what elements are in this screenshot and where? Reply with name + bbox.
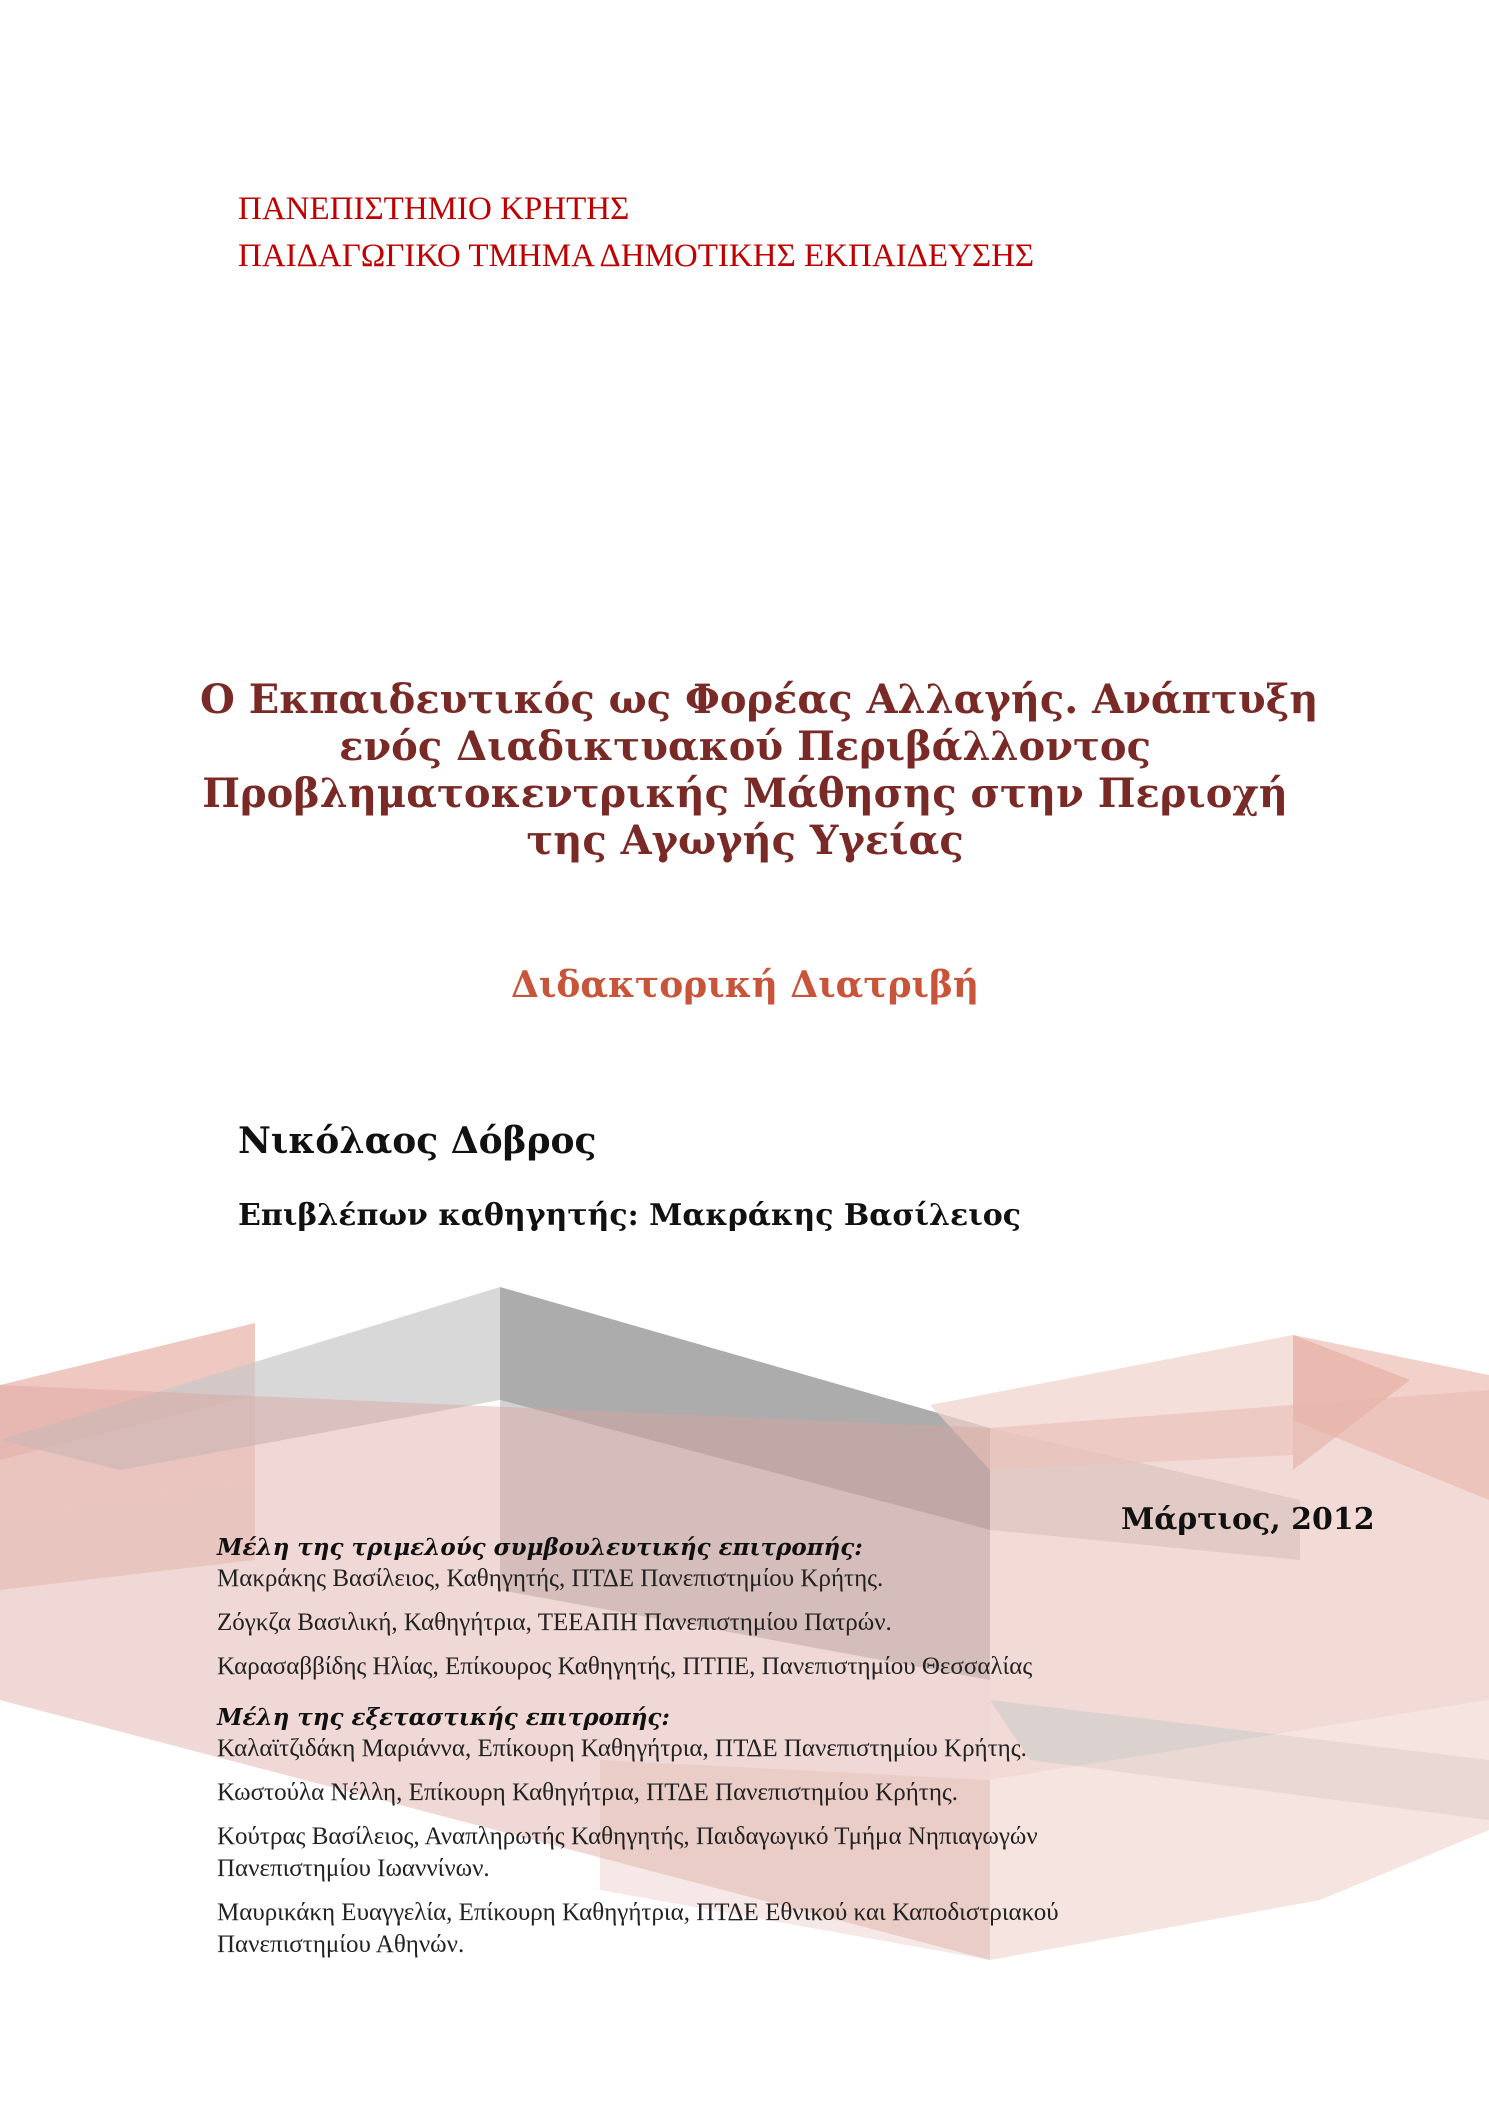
committee-member: Κωστούλα Νέλλη, Επίκουρη Καθηγήτρια, ΠΤΔΕ Πανεπιστημίου Κρήτης. [217,1779,959,1806]
examination-committee [217,1703,1059,1961]
author-name: Νικόλαος Δόβρος [238,1120,597,1162]
university-name: ΠΑΝΕΠΙΣΤΗΜΙΟ ΚΡΗΤΗΣ [238,191,630,227]
title-line: Προβληματοκεντρικής Μάθησης στην Περιοχή [202,770,1288,817]
thesis-type: Διδακτορική Διατριβή [510,964,980,1006]
supervisor-line: Επιβλέπων καθηγητής: Μακράκης Βασίλειος [238,1198,1022,1233]
title-line: Ο Εκπαιδευτικός ως Φορέας Αλλαγής. Ανάπτυξη [200,676,1319,723]
committee-member: Ζόγκζα Βασιλική, Καθηγήτρια, ΤΕΕΑΠΗ Πανεπιστημίου Πατρών. [217,1609,892,1636]
department-name: ΠΑΙΔΑΓΩΓΙΚΟ ΤΜΗΜΑ ΔΗΜΟΤΙΚΗΣ ΕΚΠΑΙΔΕΥΣΗΣ [238,238,1035,274]
examination-committee-heading: Μέλη της εξεταστικής επιτροπής: [217,1704,670,1731]
committees-section [217,1533,1059,1961]
institution-header [238,186,1034,280]
advisory-committee-heading: Μέλη της τριμελούς συμβουλευτικής επιτροπής: [217,1534,863,1561]
advisory-committee [217,1533,1059,1683]
committee-member: Κούτρας Βασίλειος, Αναπληρωτής Καθηγητής, Παιδαγωγικό Τμήμα Νηπιαγωγών Πανεπιστημίου Ιωαννίνων. [217,1823,1038,1882]
submission-date: Μάρτιος, 2012 [1121,1502,1375,1537]
committee-member: Μαυρικάκη Ευαγγελία, Επίκουρη Καθηγήτρια, ΠΤΔΕ Εθνικού και Καποδιστριακού Πανεπιστημίου Αθηνών. [217,1899,1059,1958]
thesis-title [200,676,1319,864]
committee-member: Μακράκης Βασίλειος, Καθηγητής, ΠΤΔΕ Πανεπιστημίου Κρήτης. [217,1565,884,1592]
committee-member: Καλαϊτζιδάκη Μαριάννα, Επίκουρη Καθηγήτρια, ΠΤΔΕ Πανεπιστημίου Κρήτης. [217,1735,1027,1762]
committee-member: Καρασαββίδης Ηλίας, Επίκουρος Καθηγητής, ΠΤΠΕ, Πανεπιστημίου Θεσσαλίας [217,1653,1033,1680]
title-line: ενός Διαδικτυακού Περιβάλλοντος [339,723,1151,770]
title-line: της Αγωγής Υγείας [526,817,964,864]
